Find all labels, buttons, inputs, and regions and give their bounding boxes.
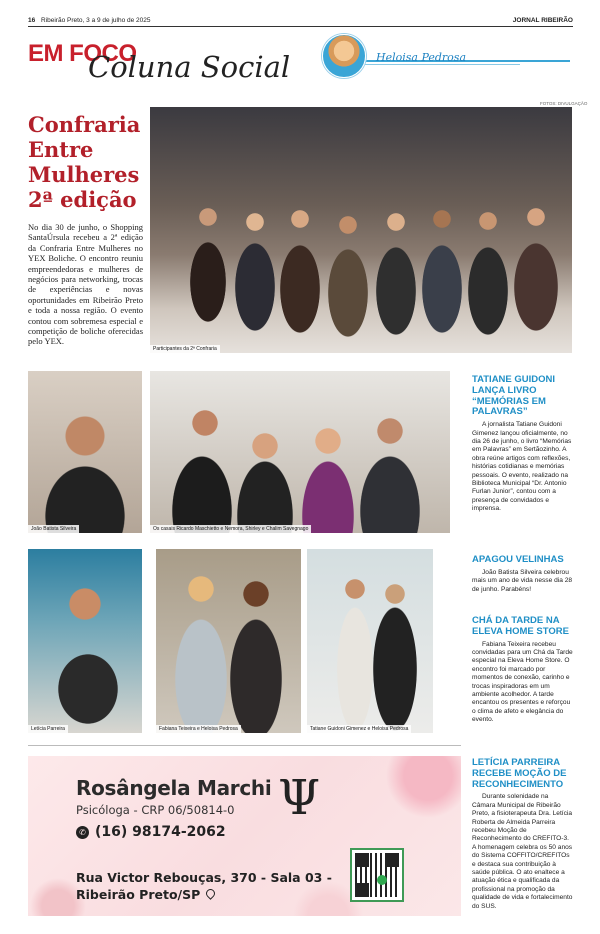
- psi-symbol-icon: Ψ: [278, 770, 321, 826]
- couples-photo: [150, 371, 450, 533]
- title-line: 2ª edição: [28, 187, 137, 212]
- group-photo: [150, 107, 572, 353]
- section-title: EM FOCO: [28, 40, 137, 67]
- photo-credit: FOTOS: DIVULGAÇÃO: [540, 101, 588, 106]
- sidebar-body: Fabiana Teixeira recebeu convidadas para um Chá da Tarde especial na Eleva Home Store. O encontro foi marcado por momentos de conexão, carinho e trocas inspiradoras em um ambiente acolhedor. A tarde encantou os presentes e reforçou o clima de afeto e elegância do evento.: [472, 640, 573, 724]
- author-line-decoration-2: [340, 64, 520, 65]
- sidebar-headline: CHÁ DA TARDE NA ELEVA HOME STORE: [472, 615, 569, 637]
- photo-caption: Tatiane Guidoni Gimenez e Heloisa Pedrosa: [307, 725, 411, 733]
- ad-address-line: Rua Victor Rebouças, 370 - Sala 03 -: [76, 870, 332, 885]
- sidebar-article: [472, 375, 573, 514]
- location-pin-icon: [204, 887, 217, 900]
- photo-caption: Fabiana Teixeira e Heloisa Pedrosa: [156, 725, 241, 733]
- photo-caption: Os casais Ricardo Maschietto e Nemora, Shirley e Chalim Savegnago: [150, 525, 311, 533]
- edition-date: Ribeirão Preto, 3 a 9 de julho de 2025: [41, 17, 151, 24]
- advertisement: [28, 756, 461, 916]
- phone-icon: ✆: [76, 826, 89, 839]
- ad-phone: [76, 824, 226, 840]
- ad-subtitle: Psicóloga - CRP 06/50814-0: [76, 803, 235, 817]
- fabiana-photo: [156, 549, 301, 733]
- qr-pattern: [355, 853, 399, 897]
- photo-caption: Participantes da 2ª Confraria: [150, 345, 220, 353]
- whatsapp-icon: [377, 875, 387, 885]
- ad-address-line: Ribeirão Preto/SP: [76, 887, 201, 902]
- sidebar-headline: APAGOU VELINHAS: [472, 554, 564, 565]
- sidebar-article: [472, 616, 573, 725]
- ad-phone-number: (16) 98174-2062: [95, 824, 226, 840]
- qr-code[interactable]: [350, 848, 404, 902]
- column-title: Coluna Social: [88, 50, 291, 84]
- author-banner: [310, 34, 572, 80]
- joao-photo: [28, 371, 142, 533]
- photo-caption: Letícia Parreira: [28, 725, 68, 733]
- sidebar-body: João Batista Silveira celebrou mais um ano de vida nesse dia 28 de junho. Parabéns!: [472, 568, 573, 593]
- title-line: Mulheres: [28, 162, 140, 187]
- author-avatar: [322, 34, 366, 78]
- section-divider: [28, 745, 461, 746]
- photo-caption: João Batista Silveira: [28, 525, 79, 533]
- header-divider: [28, 26, 573, 27]
- title-line: Entre: [28, 137, 94, 162]
- sidebar-article: [472, 555, 573, 594]
- sidebar-body: Durante solenidade na Câmara Municipal de Ribeirão Preto, a fisioterapeuta Dra. Letícia Roberta de Almeida Parreira recebeu Moção de Reconhecimento do CREFITO-3. A homenagem celebra os 50 anos do Sistema COFFITO/CREFITOs e destaca sua contribuição à saúde pública. O ato enaltece a atuação ética e qualificada da profissional na promoção da qualidade de vida e fortalecimento do SUS.: [472, 793, 573, 910]
- sidebar-body: A jornalista Tatiane Guidoni Gimenez lançou oficialmente, no dia 26 de junho, o livro “Memórias em Palavras” em Sertãozinho. A obra reúne artigos com reflexões, histórias cotidianas e memórias pessoais. O evento, realizado na Biblioteca Municipal “Dr. Antonio Furlan Junior”, contou com a presença de convidados e imprensa.: [472, 421, 572, 513]
- tatiane-photo: [307, 549, 433, 733]
- publication-name: JORNAL RIBEIRÃO: [512, 17, 573, 24]
- ad-name: Rosângela Marchi: [76, 776, 272, 800]
- main-article-body: No dia 30 de junho, o Shopping SantaÚrsula recebeu a 2ª edição da Confraria Entre Mulheres no YEX Boliche. O encontro reuniu empreendedoras e mulheres de negócios para networking, trocas de experiências e novas oportunidades em Ribeirão Preto e toda a nossa região. O evento contou com sobremesa especial e competição de boliche oferecidas pelo YEX.: [28, 222, 143, 347]
- author-name: Heloisa Pedrosa: [376, 51, 467, 64]
- page-header: [28, 16, 573, 26]
- leticia-photo: [28, 549, 142, 733]
- sidebar-headline: LETÍCIA PARREIRA RECEBE MOÇÃO DE RECONHECIMENTO: [472, 757, 567, 790]
- sidebar-headline: TATIANE GUIDONI LANÇA LIVRO “MEMÓRIAS EM PALAVRAS”: [472, 374, 556, 418]
- title-line: Confraria: [28, 112, 141, 137]
- sidebar-article: [472, 758, 573, 911]
- main-article-title: [28, 112, 143, 212]
- page-number: 16: [28, 17, 36, 24]
- ad-address: [76, 869, 332, 903]
